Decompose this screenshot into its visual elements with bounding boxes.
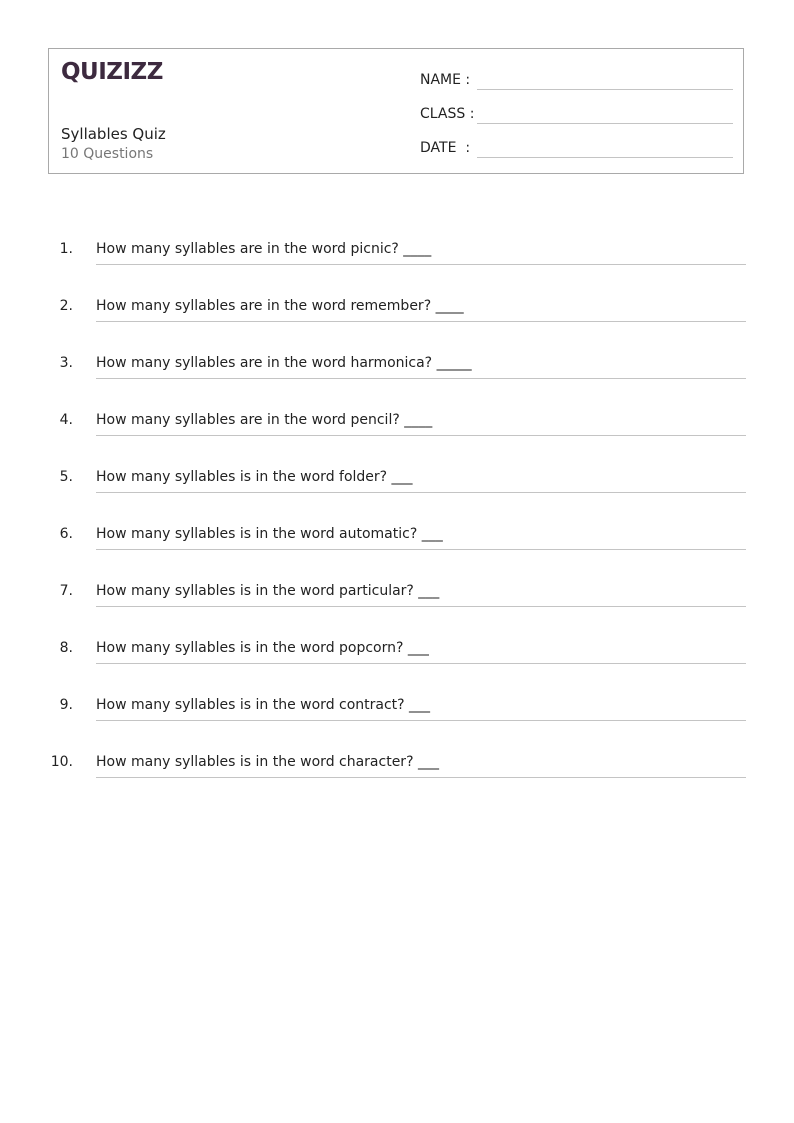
quiz-title: Syllables Quiz: [61, 125, 166, 143]
question-item: [0, 688, 794, 745]
question-number: 3.: [59, 355, 73, 371]
question-number: 8.: [59, 640, 73, 656]
answer-line: [96, 264, 746, 265]
answer-line: [96, 663, 746, 664]
question-count: 10 Questions: [61, 146, 154, 162]
date-field: [420, 134, 733, 158]
question-text: How many syllables are in the word harmonica? _____: [96, 355, 472, 371]
question-item: [0, 460, 794, 517]
class-field: [420, 100, 733, 124]
question-item: [0, 574, 794, 631]
answer-line: [96, 606, 746, 607]
question-text: How many syllables are in the word picnic? ____: [96, 241, 432, 257]
question-number: 6.: [59, 526, 73, 542]
question-number: 1.: [59, 241, 73, 257]
question-item: [0, 517, 794, 574]
class-line: [477, 123, 733, 124]
question-text: How many syllables are in the word pencil? ____: [96, 412, 433, 428]
question-item: [0, 631, 794, 688]
question-number: 2.: [59, 298, 73, 314]
question-text: How many syllables is in the word particular? ___: [96, 583, 440, 599]
answer-line: [96, 720, 746, 721]
question-text: How many syllables is in the word contract? ___: [96, 697, 431, 713]
question-text: How many syllables is in the word character? ___: [96, 754, 439, 770]
question-item: [0, 745, 794, 802]
answer-line: [96, 492, 746, 493]
class-label: CLASS :: [420, 106, 475, 122]
question-text: How many syllables is in the word folder? ___: [96, 469, 413, 485]
question-item: [0, 232, 794, 289]
question-item: [0, 289, 794, 346]
answer-line: [96, 435, 746, 436]
answer-line: [96, 777, 746, 778]
question-number: 9.: [59, 697, 73, 713]
question-item: [0, 346, 794, 403]
date-line: [477, 157, 733, 158]
question-text: How many syllables is in the word automatic? ___: [96, 526, 443, 542]
name-label: NAME :: [420, 72, 471, 88]
date-label: DATE :: [420, 140, 471, 156]
question-item: [0, 403, 794, 460]
name-field: [420, 66, 733, 90]
question-number: 4.: [59, 412, 73, 428]
question-text: How many syllables are in the word remember? ____: [96, 298, 464, 314]
question-number: 7.: [59, 583, 73, 599]
question-text: How many syllables is in the word popcorn? ___: [96, 640, 429, 656]
answer-line: [96, 321, 746, 322]
question-number: 5.: [59, 469, 73, 485]
worksheet-header: [48, 48, 744, 174]
answer-line: [96, 549, 746, 550]
quizizz-logo: QUIZIZZ: [61, 59, 163, 85]
question-number: 10.: [50, 754, 73, 770]
name-line: [477, 89, 733, 90]
question-list: [0, 232, 794, 802]
answer-line: [96, 378, 746, 379]
